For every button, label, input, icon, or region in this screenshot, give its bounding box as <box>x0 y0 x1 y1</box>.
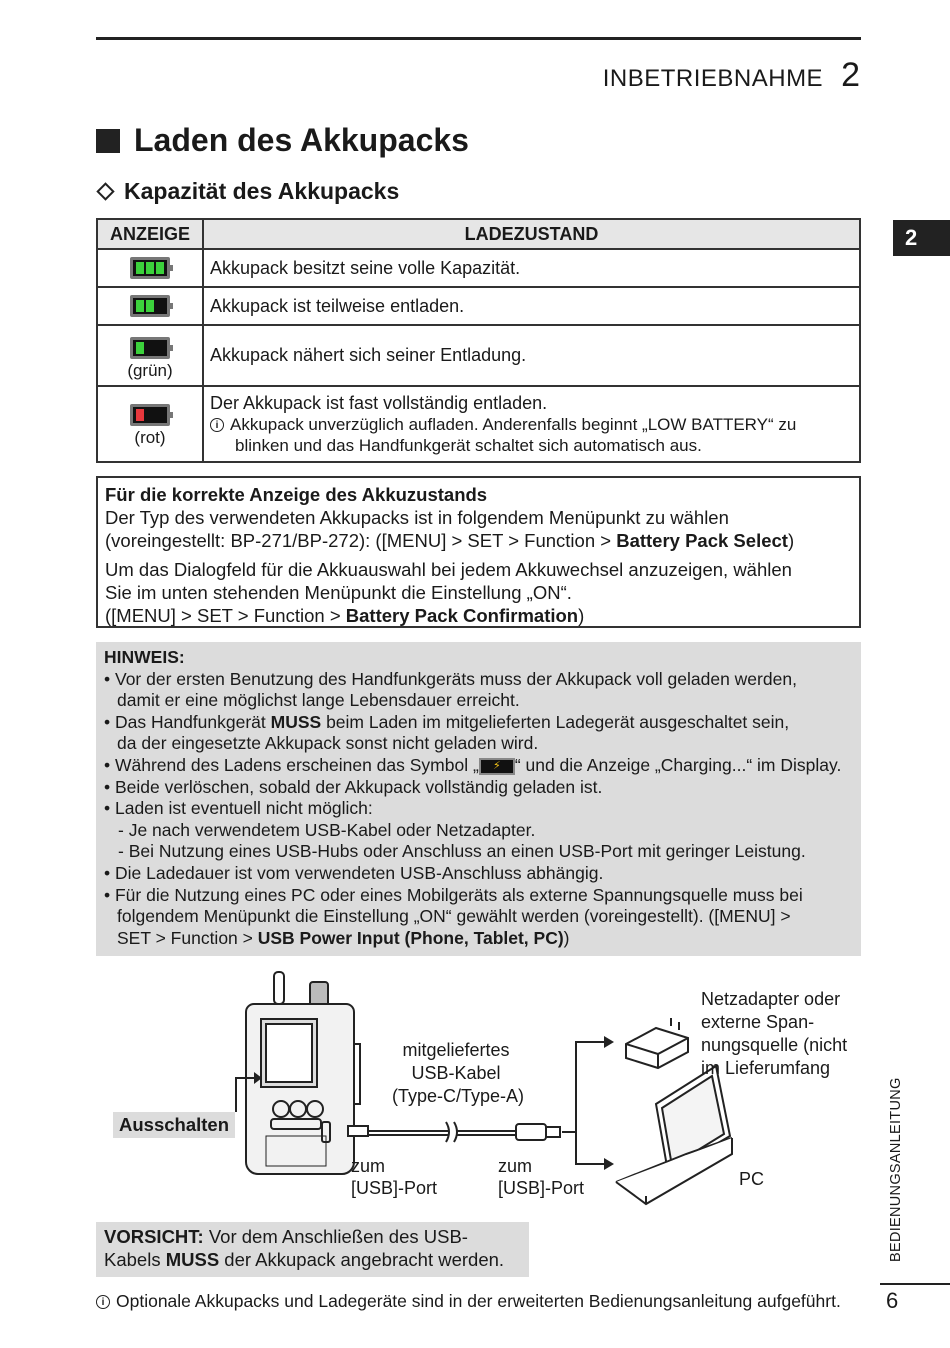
table-row <box>97 249 860 287</box>
table-row <box>97 386 860 462</box>
state-note-cont: blinken und das Handfunkgerät schaltet sich automatisch aus. <box>235 435 702 455</box>
port-left-label-1: zum <box>351 1156 386 1176</box>
hinweis-item: • Das Handfunkgerät MUSS beim Laden im mitgelieferten Ladegerät ausgeschaltet sein, da der eingesetzte Akkupack sonst nicht geladen wird. <box>104 711 790 754</box>
chapter-header <box>603 56 860 95</box>
box-title: Für die korrekte Anzeige des Akkuzustands <box>105 484 488 505</box>
hinweis-box <box>96 642 861 956</box>
adapter-label-1: Netzadapter oder <box>701 989 841 1009</box>
arrow-icon <box>604 1036 614 1048</box>
subsection-title: Kapazität des Akkupacks <box>124 178 400 204</box>
power-adapter-illustration <box>626 1018 688 1068</box>
adapter-label-3: nungsquelle (nicht <box>701 1035 848 1055</box>
box-line: Sie im unten stehenden Menüpunkt die Einstellung „ON“. <box>105 582 572 603</box>
chapter-title: INBETRIEBNAHME <box>602 65 824 92</box>
battery-cell <box>97 325 203 386</box>
caution-label: VORSICHT: <box>104 1226 204 1247</box>
battery-cell <box>97 249 203 287</box>
page-number: 6 <box>886 1288 899 1313</box>
section-title: Laden des Akkupacks <box>134 122 469 158</box>
state-note: i Akkupack unverzüglich aufladen. Anderenfalls beginnt „LOW BATTERY“ zu <box>210 414 853 435</box>
battery-full-icon <box>130 257 170 279</box>
cable-label-3: (Type-C/Type-A) <box>391 1086 525 1106</box>
info-icon: i <box>210 418 224 432</box>
state-cell <box>203 386 860 462</box>
charging-battery-icon: ⚡ <box>479 758 515 775</box>
adapter-label-2: externe Span- <box>701 1012 815 1032</box>
box-line: (voreingestellt: BP-271/BP-272): ([MENU] > SET > Function > Battery Pack Select) <box>105 530 795 551</box>
subsection-heading <box>96 178 399 205</box>
table-row <box>97 287 860 325</box>
footnote: i Optionale Akkupacks und Ladegeräte sind in der erweiterten Bedienungsanleitung aufgeführt. <box>96 1291 841 1312</box>
port-right-label-2: [USB]-Port <box>498 1178 585 1198</box>
col-display-header: ANZEIGE <box>97 219 203 249</box>
branch-lines <box>562 1042 604 1164</box>
pc-label: PC <box>739 1169 765 1189</box>
hinweis-item: • Beide verlöschen, sobald der Akkupack vollständig geladen ist. <box>104 776 603 797</box>
chapter-tab: 2 <box>893 220 950 256</box>
state-text: Akkupack ist teilweise entladen. <box>203 287 860 325</box>
battery-cell <box>97 287 203 325</box>
info-icon: i <box>96 1295 110 1309</box>
color-note: (grün) <box>127 360 173 380</box>
power-off-label: Ausschalten <box>113 1112 235 1138</box>
caution-box: VORSICHT: Vor dem Anschließen des USB- Kabels MUSS der Akkupack angebracht werden. <box>96 1222 529 1277</box>
usb-cable <box>348 1122 560 1142</box>
chapter-number: 2 <box>841 56 860 94</box>
page-number-rule <box>880 1283 950 1285</box>
col-state-header: LADEZUSTAND <box>203 219 860 249</box>
cable-label-2: USB-Kabel <box>411 1063 501 1083</box>
hinweis-item: • Laden ist eventuell nicht möglich: <box>104 798 373 819</box>
hinweis-item: • Für die Nutzung eines PC oder eines Mobilgeräts als externe Spannungsquelle muss bei folgendem Menüpunkt die Einstellung „ON“ gewählt werden (voreingestellt). ([MENU] > SET > Function > USB Power Input (Phone, Tablet, PC)) <box>104 884 803 948</box>
table-row <box>97 325 860 386</box>
box-line: ([MENU] > SET > Function > Battery Pack Confirmation) <box>105 605 585 626</box>
top-rule <box>96 37 861 40</box>
state-text: Akkupack nähert sich seiner Entladung. <box>203 325 860 386</box>
state-text: Akkupack besitzt seine volle Kapazität. <box>203 249 860 287</box>
side-vertical-label: BEDIENUNGSANLEITUNG <box>888 1077 904 1262</box>
port-left-label-2: [USB]-Port <box>351 1178 438 1198</box>
hinweis-item: • Während des Ladens erscheinen das Symbol „ ⚡ “ und die Anzeige „Charging...“ im Display. <box>104 754 842 775</box>
hinweis-item: • Vor der ersten Benutzung des Handfunkgeräts muss der Akkupack voll geladen werden, damit er eine möglichst lange Lebensdauer erreicht. <box>104 668 797 711</box>
diamond-bullet-icon <box>96 182 114 200</box>
battery-low-green-icon <box>130 337 170 359</box>
box-line: Der Typ des verwendeten Akkupacks ist in folgendem Menüpunkt zu wählen <box>105 507 729 528</box>
box-line: Um das Dialogfeld für die Akkuauswahl bei jedem Akkuwechsel anzuzeigen, wählen <box>105 559 792 580</box>
laptop-illustration <box>616 1066 732 1204</box>
adapter-label-4: im Lieferumfang <box>701 1058 831 1078</box>
color-note: (rot) <box>134 428 166 447</box>
battery-two-thirds-icon <box>130 295 170 317</box>
hinweis-subitem: - Bei Nutzung eines USB-Hubs oder Anschluss an einen USB-Port mit geringer Leistung. <box>118 841 806 862</box>
section-heading <box>96 122 469 159</box>
battery-empty-red-icon <box>130 404 170 426</box>
arrow-icon <box>604 1158 614 1170</box>
connection-diagram <box>96 964 866 1214</box>
cable-label-1: mitgeliefertes <box>402 1040 510 1060</box>
hinweis-item: • Die Ladedauer ist vom verwendeten USB-Anschluss abhängig. <box>104 862 604 883</box>
battery-cell <box>97 386 203 462</box>
hinweis-title: HINWEIS: <box>104 647 185 667</box>
square-bullet-icon <box>96 129 120 153</box>
table-header-row <box>97 219 860 249</box>
hinweis-subitem: - Je nach verwendetem USB-Kabel oder Netzadapter. <box>118 819 536 840</box>
battery-type-box <box>96 476 861 628</box>
state-text: Der Akkupack ist fast vollständig entladen. <box>210 392 548 413</box>
battery-status-table <box>96 218 861 463</box>
port-right-label-1: zum <box>498 1156 533 1176</box>
radio-illustration <box>246 972 360 1174</box>
